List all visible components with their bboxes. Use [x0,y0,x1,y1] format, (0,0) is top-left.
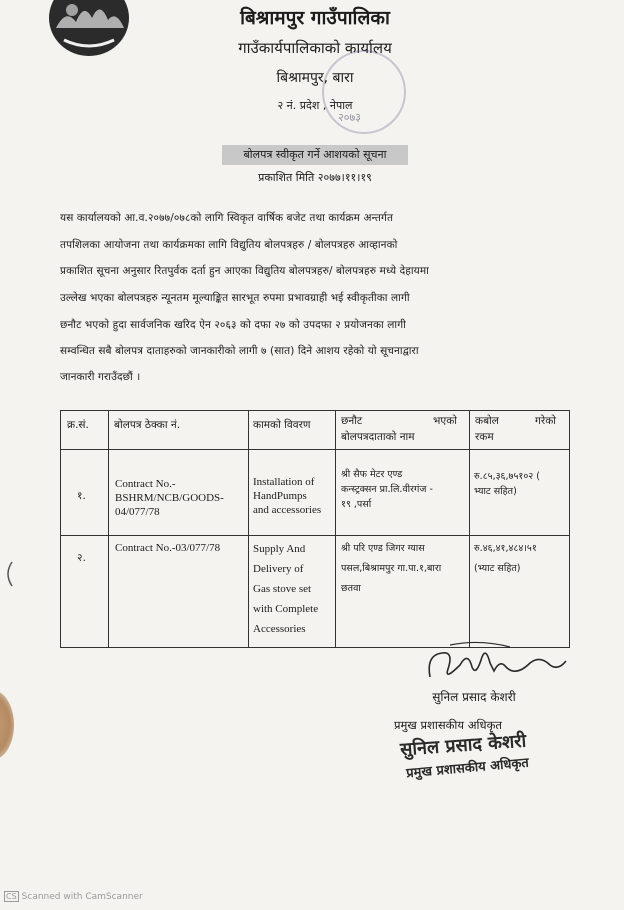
row-description: Supply And Delivery of Gas stove set with Complete Accessories [253,543,319,635]
header-bidder: छनौट [341,415,363,427]
designation-stamp: प्रमुख प्रशासकीय अधिकृत [405,755,530,782]
watermark-text: Scanned with CamScanner [21,892,143,902]
name-stamp: सुनिल प्रसाद केशरी [399,730,527,761]
row-bidder: श्री परि एण्ड जिगर ग्यास पसल,बिश्रामपुर गा.पा.१,बारा छतवा [341,543,442,594]
notice-title: बोलपत्र स्वीकृत गर्ने आशयको सूचना [222,145,408,165]
header-bidder: भएको [433,415,457,427]
row-sn: १. [77,490,86,502]
header-amount: कबोल [475,415,499,427]
government-emblem-icon [46,0,132,60]
body-line: प्रकाशित सूचना अनुसार रितपुर्वक दर्ता हुन आएका विद्युतिय बोलपत्रहरु/ बोलपत्रहरु मध्ये देहायमा [60,265,429,277]
scan-mark-icon [2,560,14,588]
signer-name: सुनिल प्रसाद केशरी [432,690,516,704]
municipality-title: बिश्रामपुर गाउँपालिका [240,7,390,29]
row-contract: Contract No.-03/077/78 [115,542,221,554]
row-amount: रु.४६,४१,४८४।५१ (भ्याट सहित) [474,543,537,574]
row-sn: २. [77,552,86,564]
bid-table [60,410,570,648]
header-sn: क्र.सं. [67,419,89,431]
row-bidder: श्री सैफ मेटर एण्ड कन्स्ट्रक्सन प्रा.लि.वीरगंज - १९ ,पर्सा [341,469,433,510]
header-bidder: बोलपत्रदाताको नाम [341,431,415,443]
body-line: सम्वन्धित सबै बोलपत्र दाताहरुको जानकारीको लागी ७ (सात) दिने आशय रहेको यो सूचनाद्वारा [60,345,419,357]
header-amount: गरेको [535,415,556,427]
header-description: कामको विवरण [253,419,311,431]
header-amount: रकम [475,431,494,443]
body-line: यस कार्यालयको आ.व.२०७७/०७८को लागि स्विकृत वार्षिक बजेट तथा कार्यक्रम अन्तर्गत [60,212,394,224]
row-contract: Contract No.- BSHRM/NCB/GOODS- 04/077/78 [115,478,224,518]
scanner-watermark [4,891,143,902]
published-date: प्रकाशित मिति २०७७।११।१९ [258,171,372,184]
body-line: जानकारी गराउँदछौं । [60,371,141,383]
thumb-shadow [0,690,14,760]
signer-designation: प्रमुख प्रशासकीय अधिकृत [394,718,502,732]
body-line: तपशिलका आयोजना तथा कार्यक्रमका लागि विद्युतिय बोलपत्रहरु / बोलपत्रहरु आव्हानको [60,239,398,251]
office-name: गाउँकार्यपालिकाको कार्यालय [238,39,392,57]
office-seal [322,50,406,134]
body-line: छनौट भएको हुदा सार्वजनिक खरिद ऐन २०६३ को दफा २७ को उपदफा २ प्रयोजनका लागी [60,319,406,331]
handwritten-signature [420,637,570,687]
seal-year: २०७३ [338,111,361,124]
office-address: बिश्रामपुर, बारा [276,70,354,86]
row-amount: रु.८५,३६,७५१०२ ( भ्याट सहित) [474,471,540,497]
header-contract: बोलपत्र ठेक्का नं. [114,419,181,431]
province-line: २ नं. प्रदेश , नेपाल [277,99,353,112]
camscanner-logo-icon: CS [6,892,17,901]
row-description: Installation of HandPumps and accessories [253,476,322,516]
body-line: उल्लेख भएका बोलपत्रहरु न्यूनतम मूल्याङ्कित सारभूत रुपमा प्रभावग्राही भई स्वीकृतीका लागी [60,292,410,304]
